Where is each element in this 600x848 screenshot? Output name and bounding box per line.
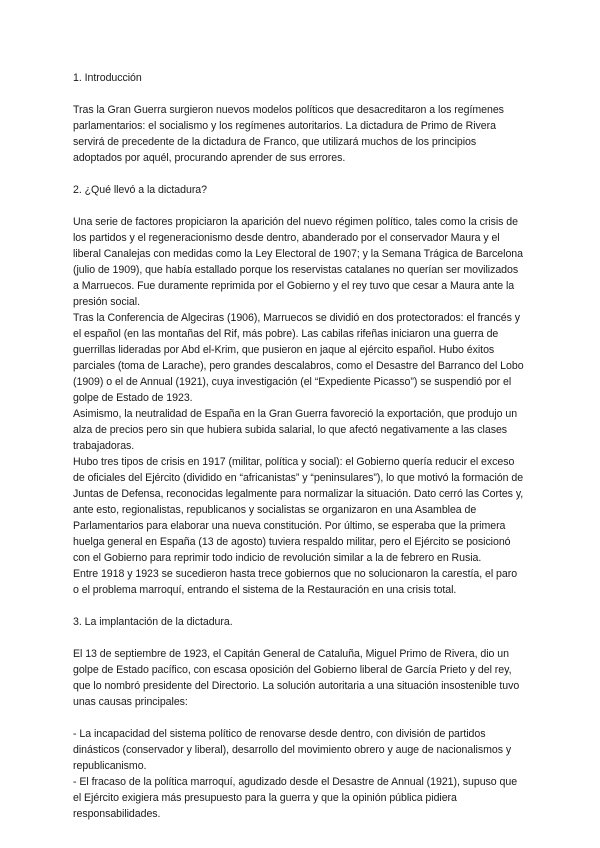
section-3-heading: 3. La implantación de la dictadura. bbox=[73, 616, 233, 628]
section-2-paragraph: Una serie de factores propiciaron la aparición del nuevo régimen político, tales como la crisis de los partidos y el regeneracionismo desde dentro, abanderado por el conservador Maura y el liberal Canalejas con medidas como la Ley Electoral de 1907; y la Semana Trágica de Barcelona (julio de 1909), que había estallado porque los reservistas catalanes no querían ser movilizados a Marruecos. Fue duramente reprimida por el Gobierno y el rey tuvo que cesar a Maura ante la presión social. bbox=[73, 216, 523, 308]
section-2-paragraph: Asimismo, la neutralidad de España en la Gran Guerra favoreció la exportación, que produjo un alza de precios pero sin que hubiera subida salarial, lo que afectó negativamente a las clases trabajadoras. bbox=[73, 408, 518, 452]
section-3-paragraph: El 13 de septiembre de 1923, el Capitán General de Cataluña, Miguel Primo de Rivera, dio un golpe de Estado pacífico, con escasa oposición del Gobierno liberal de García Prieto y del rey, que lo nombró presidente del Directorio. La solución autoritaria a una situación insostenible tuvo unas causas principales: bbox=[73, 648, 520, 708]
section-2-paragraph: Entre 1918 y 1923 se sucedieron hasta trece gobiernos que no solucionaron la carestía, el paro o el problema marroquí, entrando el sistema de la Restauración en una crisis total. bbox=[73, 568, 518, 596]
document-page bbox=[73, 70, 525, 822]
section-1-paragraph: Tras la Gran Guerra surgieron nuevos modelos políticos que desacreditaron a los regímenes parlamentarios: el socialismo y los regímenes autoritarios. La dictadura de Primo de Rivera servirá de precedente de la dictadura de Franco, que utilizará muchos de los principios adoptados por aquél, procurando aprender de sus errores. bbox=[73, 104, 504, 164]
section-2-paragraph: Hubo tres tipos de crisis en 1917 (militar, política y social): el Gobierno quería reducir el exceso de oficiales del Ejército (dividido en “africanistas” y “peninsulares”), lo que motivó la formación de Juntas de Defensa, reconocidas legalmente para normalizar la situación. Dato cerró las Cortes y, ante esto, regionalistas, republicanos y socialistas se organizaron en una Asamblea de Parlamentarios para elaborar una nueva constitución. Por último, se esperaba que la primera huelga general en España (13 de agosto) tuviera respaldo militar, pero el Ejército se posicionó con el Gobierno para reprimir todo indicio de revolución similar a la de febrero en Rusia. bbox=[73, 456, 524, 564]
section-1-heading: 1. Introducción bbox=[73, 72, 142, 84]
section-3-list-item: - El fracaso de la política marroquí, agudizado desde el Desastre de Annual (1921), supuso que el Ejército exigiera más presupuesto para la guerra y que la opinión pública pidiera responsabilidades. bbox=[73, 776, 518, 820]
section-2-paragraph: Tras la Conferencia de Algeciras (1906), Marruecos se dividió en dos protectorados: el francés y el español (en las montañas del Rif, más pobre). Las cabilas rifeñas iniciaron una guerra de guerrillas lideradas por Abd el-Krim, que pusieron en jaque al ejército español. Hubo éxitos parciales (toma de Larache), pero grandes descalabros, como el Desastre del Barranco del Lobo (1909) o el de Annual (1921), cuya investigación (el “Expediente Picasso”) se suspendió por el golpe de Estado de 1923. bbox=[73, 312, 524, 404]
section-2-heading: 2. ¿Qué llevó a la dictadura? bbox=[73, 184, 207, 196]
section-3-list-item: - La incapacidad del sistema político de renovarse desde dentro, con división de partidos dinásticos (conservador y liberal), desarrollo del movimiento obrero y auge de nacionalismos y republicanismo. bbox=[73, 728, 512, 772]
